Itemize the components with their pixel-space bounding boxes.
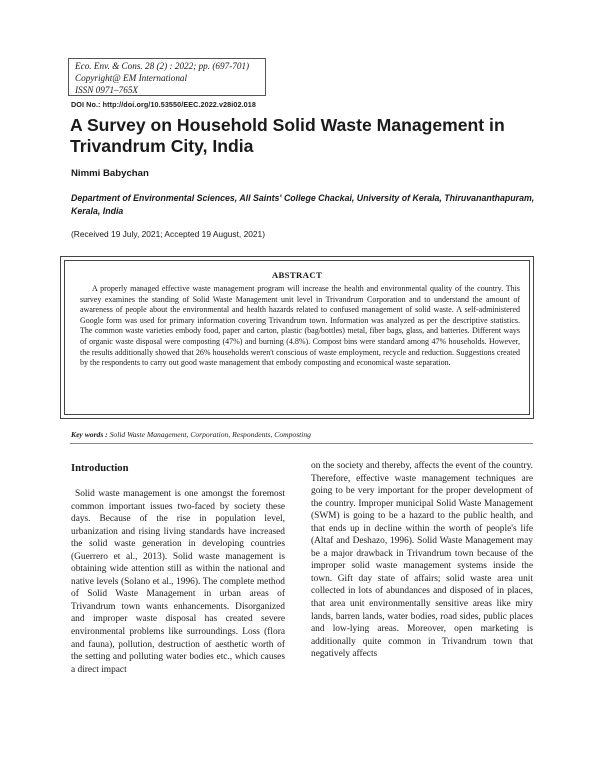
introduction-right-column: on the society and thereby, affects the event of the country. Therefore, effective waste management techniques are going to be very important for the proper development of the country. Improper municipal Solid Waste Management (SWM) is going to be a hazard to the public health, and that ends up in decline within the worth of people's life (Altaf and Deshazo, 1996). Solid Waste Management may be a major drawback in Trivandrum town because of the improper solid waste management systems inside the town. Gift day state of affairs; solid waste area unit collected in lots of abundances and disposed of in places, that area unit environmentally sensitive areas like miry lands, barren lands, water bodies, road sides, public places and low-lying areas. Moreover, open marketing is additionally quite common in Trivandrum town that negatively affects <box>311 461 533 660</box>
citation-copyright: Copyright@ EM International <box>75 73 188 83</box>
paper-title: A Survey on Household Solid Waste Management in Trivandrum City, India <box>70 115 505 156</box>
keywords-label: Key words : <box>71 430 108 439</box>
citation-journal: Eco. Env. & Cons. 28 (2) : 2022; pp. (697-701) <box>75 61 250 71</box>
keywords-text: Solid Waste Management, Corporation, Respondents, Composting <box>109 430 311 439</box>
doi-line: DOI No.: http://doi.org/10.53550/EEC.2022.v28i02.018 <box>71 100 256 109</box>
received-accepted-dates: (Received 19 July, 2021; Accepted 19 August, 2021) <box>71 229 265 239</box>
introduction-left-column: Solid waste management is one amongst the foremost common important issues two-faced by society these days. Because of the rise in population level, urbanization and rising living standards have increased the solid waste generation in developing countries (Guerrero et al., 2013). Solid waste management is obtaining wide attention still as within the national and native levels (Solano et al., 1996). The complete method of Solid Waste Management in urban areas of Trivandrum town wants enhancements. Disorganized and improper waste disposal has created severe environmental problems like surroundings. Loss (flora and fauna), pollution, destruction of aesthetic worth of the setting and polluting water bodies etc., which causes a direct impact <box>71 489 285 675</box>
author-affiliation: Department of Environmental Sciences, All Saints' College Chackai, University of Kerala, Thiruvananthapuram, Kerala, India <box>71 193 535 216</box>
introduction-heading: Introduction <box>71 463 129 474</box>
citation-box <box>68 58 266 96</box>
citation-issn: ISSN 0971–765X <box>75 85 139 95</box>
abstract-heading: ABSTRACT <box>271 270 323 280</box>
author-name: Nimmi Babychan <box>71 168 149 179</box>
keywords-line <box>71 430 311 439</box>
abstract-text: A properly managed effective waste management program will increase the health and environmental quality of the country. This survey examines the standing of Solid Waste Management unit level in Trivandrum Corporation and to understand the amount of awareness of people about the environmental and health hazards related to confused management of solid waste. A self-administered Google form was used for primary information covering Trivandrum town. Information was analyzed as per the descriptive statistics. The common waste varieties embody food, paper and carton, plastic (bag/bottles) metal, fiber bags, glass, and batteries. Different ways of organic waste disposal were composting (47%) and burning (4.8%). Compost bins were standard among 47% households. However, the results additionally showed that 26% households weren't conscious of waste employment, recycle and reduction. Suggestions created by the respondents to carry out good waste management that embody composting and economical waste separation. <box>80 284 520 368</box>
section-divider <box>70 443 533 444</box>
